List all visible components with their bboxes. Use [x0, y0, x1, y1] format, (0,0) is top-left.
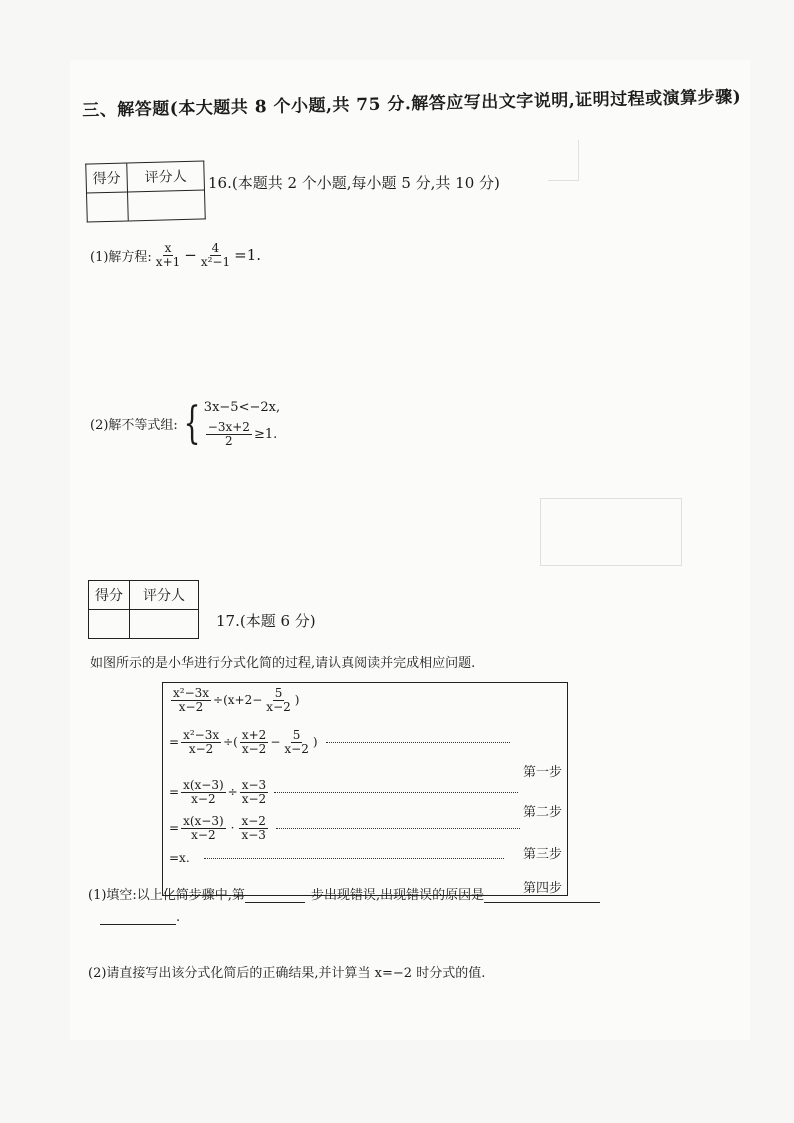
simplification-process-box: [162, 682, 568, 896]
fraction-numerator: −3x+2: [207, 420, 250, 434]
step-label-3: 第三步: [523, 847, 563, 862]
step-label-4: 第四步: [523, 881, 563, 896]
q17-intro: 如图所示的是小华进行分式化简的过程,请认真阅读并完成相应问题.: [90, 656, 476, 671]
step-operator: −: [270, 735, 281, 750]
step-fraction: [264, 687, 292, 713]
q17-part2: (2)请直接写出该分式化简后的正确结果,并计算当 x=−2 时分式的值.: [88, 966, 486, 981]
equals-sign: =: [169, 785, 180, 800]
period: .: [176, 910, 181, 925]
fraction-numerator: 5: [274, 686, 283, 700]
inequality-fraction: [206, 421, 252, 447]
dotted-leader: [204, 858, 504, 859]
inequality-system: [178, 397, 281, 449]
fraction-numerator: x+2: [241, 728, 267, 742]
step-operator: ÷: [227, 785, 238, 800]
dotted-leader: [326, 742, 510, 743]
grader-label: 评分人: [127, 161, 205, 192]
step-fraction: [240, 779, 268, 805]
q17-part1-text-b: 步出现错误,出现错误的原因是: [310, 888, 485, 903]
bleed-through-box: [548, 140, 579, 181]
fraction-denominator: x−2: [284, 741, 309, 756]
inequality-line-1: 3x−5<−2x,: [203, 400, 281, 415]
score-table-16: [85, 160, 206, 222]
equals-sign: =: [169, 735, 180, 750]
fraction-denominator: x+1: [155, 254, 181, 269]
fraction-numerator: 4: [211, 241, 220, 255]
error-reason-blank-continued[interactable]: [100, 908, 176, 925]
error-reason-blank[interactable]: [484, 886, 600, 903]
final-result: =x.: [169, 851, 190, 865]
fraction-denominator: x²−1: [200, 254, 231, 269]
q16-header: 16.(本题共 2 个小题,每小题 5 分,共 10 分): [208, 174, 500, 192]
q16-part1: [90, 242, 261, 268]
section-title: 三、解答题(本大题共 8 个小题,共 75 分.解答应写出文字说明,证明过程或演算步骤): [82, 87, 742, 121]
fraction-denominator: x−2: [241, 791, 267, 806]
q16-part1-prefix: (1)解方程:: [90, 249, 152, 265]
step-fraction: [181, 729, 221, 755]
step-operator: ÷(: [223, 735, 238, 750]
fraction-denominator: x−2: [241, 741, 267, 756]
score-label: 得分: [86, 163, 128, 193]
fraction-denominator: x−2: [178, 699, 204, 714]
step-label-2: 第二步: [523, 805, 563, 820]
dotted-leader: [276, 828, 520, 829]
fraction-numerator: x(x−3): [183, 814, 224, 828]
step-fraction: [282, 729, 310, 755]
step-fraction: [240, 729, 268, 755]
fraction-numerator: x−2: [241, 814, 266, 828]
fraction-numerator: x: [164, 241, 172, 255]
step-fraction: [171, 687, 211, 713]
fraction-denominator: x−2: [191, 827, 216, 842]
score-table-17: [88, 580, 199, 639]
score-label: 得分: [89, 581, 130, 610]
fraction-denominator: x−2: [191, 791, 216, 806]
equals-sign: =: [169, 821, 180, 836]
grader-cell[interactable]: [130, 610, 199, 639]
step-row-3: [169, 815, 520, 841]
inequality-rhs: ≥1.: [253, 426, 278, 442]
fraction-numerator: x²−3x: [173, 686, 210, 700]
score-cell[interactable]: [87, 192, 129, 222]
q17-part1-continued: [100, 908, 180, 925]
grader-label: 评分人: [130, 581, 199, 610]
step-row-1: [169, 729, 510, 755]
q17-part1-text-a: (1)填空:以上化简步骤中,第: [88, 888, 245, 903]
fraction-numerator: 5: [292, 728, 301, 742]
equation-fraction: [154, 242, 182, 268]
score-cell[interactable]: [89, 610, 130, 639]
step-paren: ): [294, 693, 300, 708]
step-fraction: [239, 815, 267, 841]
q17-part1: [88, 884, 600, 903]
dotted-leader: [274, 792, 518, 793]
fraction-denominator: x−3: [241, 827, 266, 842]
step-fraction: [181, 815, 226, 841]
step-operator: ÷(x+2−: [213, 693, 263, 708]
step-row-4: [169, 851, 504, 865]
bleed-through-box: [540, 498, 682, 566]
fraction-numerator: x²−3x: [183, 728, 220, 742]
q16-part2-prefix: (2)解不等式组:: [90, 418, 178, 434]
equation-fraction: [199, 242, 232, 268]
equation-rhs: =1.: [234, 246, 262, 265]
minus-sign: −: [184, 246, 197, 265]
q17-header: 17.(本题 6 分): [216, 612, 316, 630]
step-operator: ·: [230, 821, 235, 836]
step-fraction: [181, 779, 226, 805]
inequality-line-2: [204, 421, 280, 447]
grader-cell[interactable]: [128, 190, 206, 221]
step-number-blank[interactable]: [245, 886, 305, 903]
fraction-denominator: x−2: [188, 741, 214, 756]
fraction-denominator: x−2: [266, 699, 291, 714]
fraction-numerator: x(x−3): [183, 778, 224, 792]
fraction-numerator: x−3: [241, 778, 267, 792]
step-row-0: [169, 687, 299, 713]
brace-icon: {: [183, 397, 201, 449]
fraction-denominator: 2: [225, 433, 233, 448]
step-paren: ): [312, 735, 318, 750]
step-row-2: [169, 779, 518, 805]
step-label-1: 第一步: [523, 765, 563, 780]
q16-part2: [90, 397, 281, 449]
